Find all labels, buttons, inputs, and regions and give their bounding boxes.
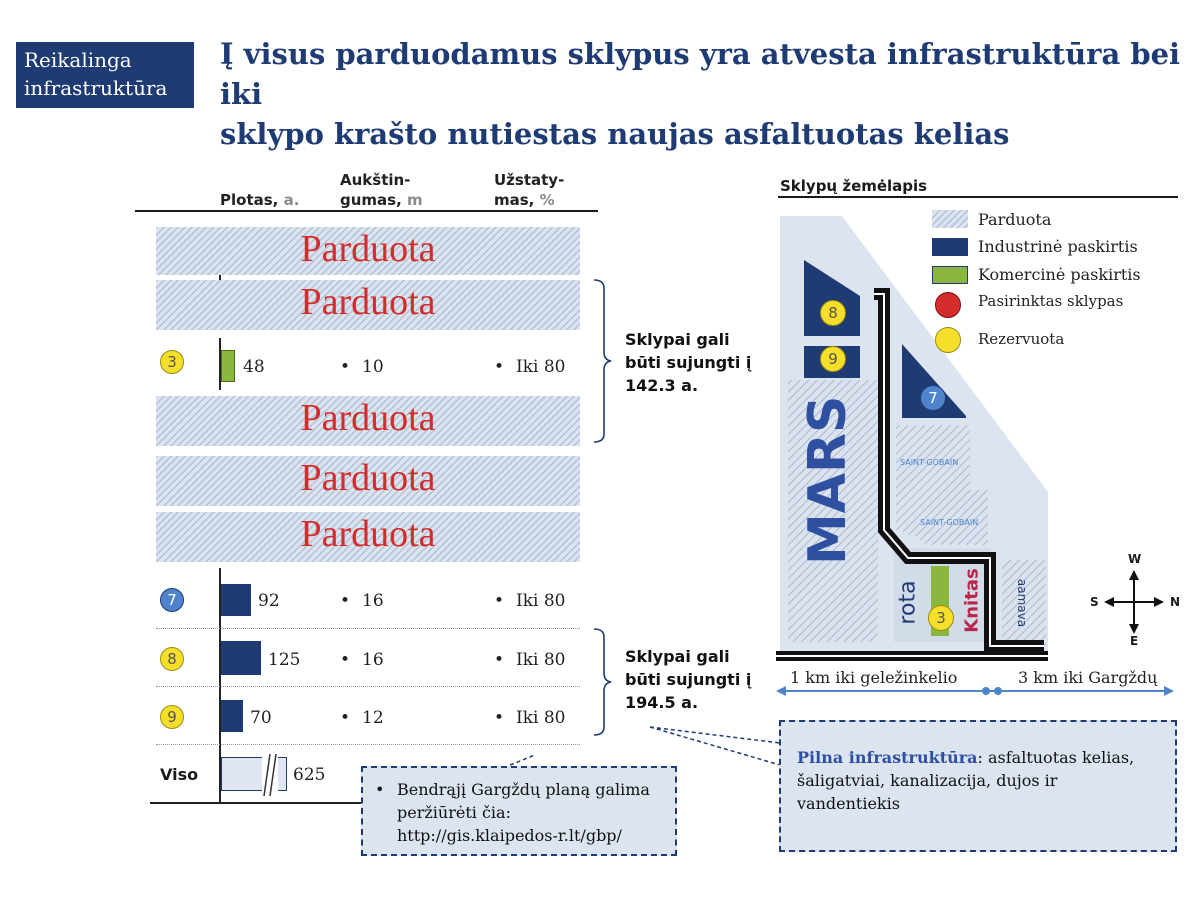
map-plot-9: 9 (820, 346, 846, 372)
distance-arrows (776, 684, 1176, 698)
sold-row (156, 456, 580, 506)
map-title-rule (778, 196, 1178, 198)
page-headline (220, 34, 1190, 154)
area-bar (221, 584, 251, 616)
area-value: 125 (268, 650, 301, 670)
bullet: • (340, 708, 351, 728)
infra-line1: : asfaltuotas kelias, (977, 748, 1135, 767)
headline-line2: sklypo krašto nutiestas naujas asfaltuotas kelias (220, 117, 1010, 151)
compass-n: N (1170, 595, 1181, 609)
group1-l2: būti sujungti į (625, 353, 752, 372)
knitas-label: Knitas (961, 568, 983, 633)
height-value: 16 (362, 591, 384, 611)
plan-line2: peržiūrėti čia: (397, 803, 511, 822)
section-tag (16, 42, 194, 108)
map-plot-8: 8 (820, 300, 846, 326)
density-value: Iki 80 (516, 357, 566, 377)
area-value: 92 (258, 591, 280, 611)
density-value: Iki 80 (516, 708, 566, 728)
plot-badge: 7 (160, 588, 184, 612)
compass-w: W (1128, 552, 1142, 566)
area-bar (221, 641, 261, 675)
dist-right: 3 km iki Gargždų (1018, 668, 1158, 687)
group2-l2: būti sujungti į (625, 670, 752, 689)
group2-l3: 194.5 a. (625, 693, 699, 712)
col-area-label: Plotas, (220, 191, 279, 209)
bullet: • (494, 708, 505, 728)
sold-label: Parduota (300, 281, 436, 323)
infra-line2: šaligatviai, kanalizacija, dujos ir (797, 771, 1058, 790)
legend-selected: Pasirinktas sklypas (978, 292, 1124, 310)
map-plot-3: 3 (928, 605, 954, 631)
plot-badge: 3 (160, 350, 184, 374)
group1-l1: Sklypai gali (625, 330, 730, 349)
sold-row (156, 280, 580, 330)
sold-label: Parduota (300, 513, 436, 555)
legend-industrial: Industrinė paskirtis (978, 237, 1138, 256)
infra-bold: Pilna infrastruktūra (797, 748, 978, 767)
height-value: 12 (362, 708, 384, 728)
sold-row (156, 396, 580, 446)
mars-label: MARS (798, 395, 858, 565)
bracket-icon (594, 278, 614, 444)
saint-gobain-logo: SAINT-GOBAIN (900, 458, 959, 467)
legend-swatch-sold (932, 210, 968, 228)
sold-area (788, 620, 878, 642)
total-label: Viso (160, 765, 199, 784)
legend-swatch-industrial (932, 238, 968, 256)
compass-s: S (1090, 595, 1099, 609)
bracket-icon (594, 627, 614, 737)
area-value: 70 (250, 708, 272, 728)
total-break (262, 752, 278, 798)
sold-row (156, 227, 580, 275)
header-rule (135, 210, 598, 212)
section-tag-line1: Reikalinga (24, 48, 132, 72)
legend-sold: Parduota (978, 210, 1052, 229)
density-value: Iki 80 (516, 650, 566, 670)
plan-info-box (361, 766, 677, 856)
compass-e: E (1130, 634, 1139, 648)
area-bar (221, 350, 235, 382)
col-height-unit: m (407, 191, 423, 209)
plan-bullet: • (375, 780, 385, 799)
height-value: 16 (362, 650, 384, 670)
sold-label: Parduota (300, 228, 436, 270)
bullet: • (494, 591, 505, 611)
plan-link[interactable]: http://gis.klaipedos-r.lt/gbp/ (397, 826, 622, 845)
saint-gobain-plot (903, 435, 969, 479)
plan-line1: Bendrąjį Gargždų planą galima (397, 780, 650, 799)
group1-note (625, 328, 751, 397)
rota-label: rota (895, 580, 921, 625)
area-value: 48 (243, 357, 265, 377)
aamava-label: aamava (1015, 578, 1030, 628)
map-plot-7: 7 (920, 385, 946, 411)
dist-left: 1 km iki geležinkelio (790, 668, 958, 687)
compass-icon (1104, 570, 1164, 634)
bullet: • (340, 357, 351, 377)
density-value: Iki 80 (516, 591, 566, 611)
total-value: 625 (293, 765, 326, 785)
legend-swatch-selected (935, 292, 961, 318)
sold-label: Parduota (300, 397, 436, 439)
group2-note (625, 645, 751, 714)
plot-badge: 9 (160, 705, 184, 729)
col-density-unit: % (539, 191, 555, 209)
bullet: • (340, 591, 351, 611)
map-title: Sklypų žemėlapis (780, 177, 928, 195)
bullet: • (340, 650, 351, 670)
row-divider (156, 686, 580, 687)
height-value: 10 (362, 357, 384, 377)
infra-info-box (779, 720, 1177, 852)
sold-label: Parduota (300, 457, 436, 499)
saint-gobain-plot (903, 495, 983, 535)
legend-commercial: Komercinė paskirtis (978, 265, 1141, 284)
bullet: • (494, 650, 505, 670)
col-header-area (220, 190, 299, 210)
row-divider (156, 628, 580, 629)
col-height-l2: gumas, (340, 191, 402, 209)
saint-gobain-logo: SAINT-GOBAIN (920, 518, 979, 527)
legend-reserved: Rezervuota (978, 330, 1065, 348)
col-area-unit: a. (283, 191, 300, 209)
col-header-density (494, 170, 564, 210)
legend-swatch-reserved (935, 327, 961, 353)
infra-line3: vandentiekis (797, 794, 900, 813)
bullet: • (494, 357, 505, 377)
col-height-l1: Aukštin- (340, 171, 411, 189)
break-mark-icon (262, 752, 278, 798)
plot-badge: 8 (160, 647, 184, 671)
sold-row (156, 512, 580, 562)
group2-l1: Sklypai gali (625, 647, 730, 666)
col-header-height (340, 170, 423, 210)
headline-line1: Į visus parduodamus sklypus yra atvesta infrastruktūra bei iki (220, 37, 1181, 111)
col-density-l1: Užstaty- (494, 171, 565, 189)
legend-swatch-commercial (932, 266, 968, 284)
section-tag-line2: infrastruktūra (24, 76, 168, 100)
area-bar (221, 700, 243, 732)
col-density-l2: mas, (494, 191, 535, 209)
group1-l3: 142.3 a. (625, 376, 699, 395)
